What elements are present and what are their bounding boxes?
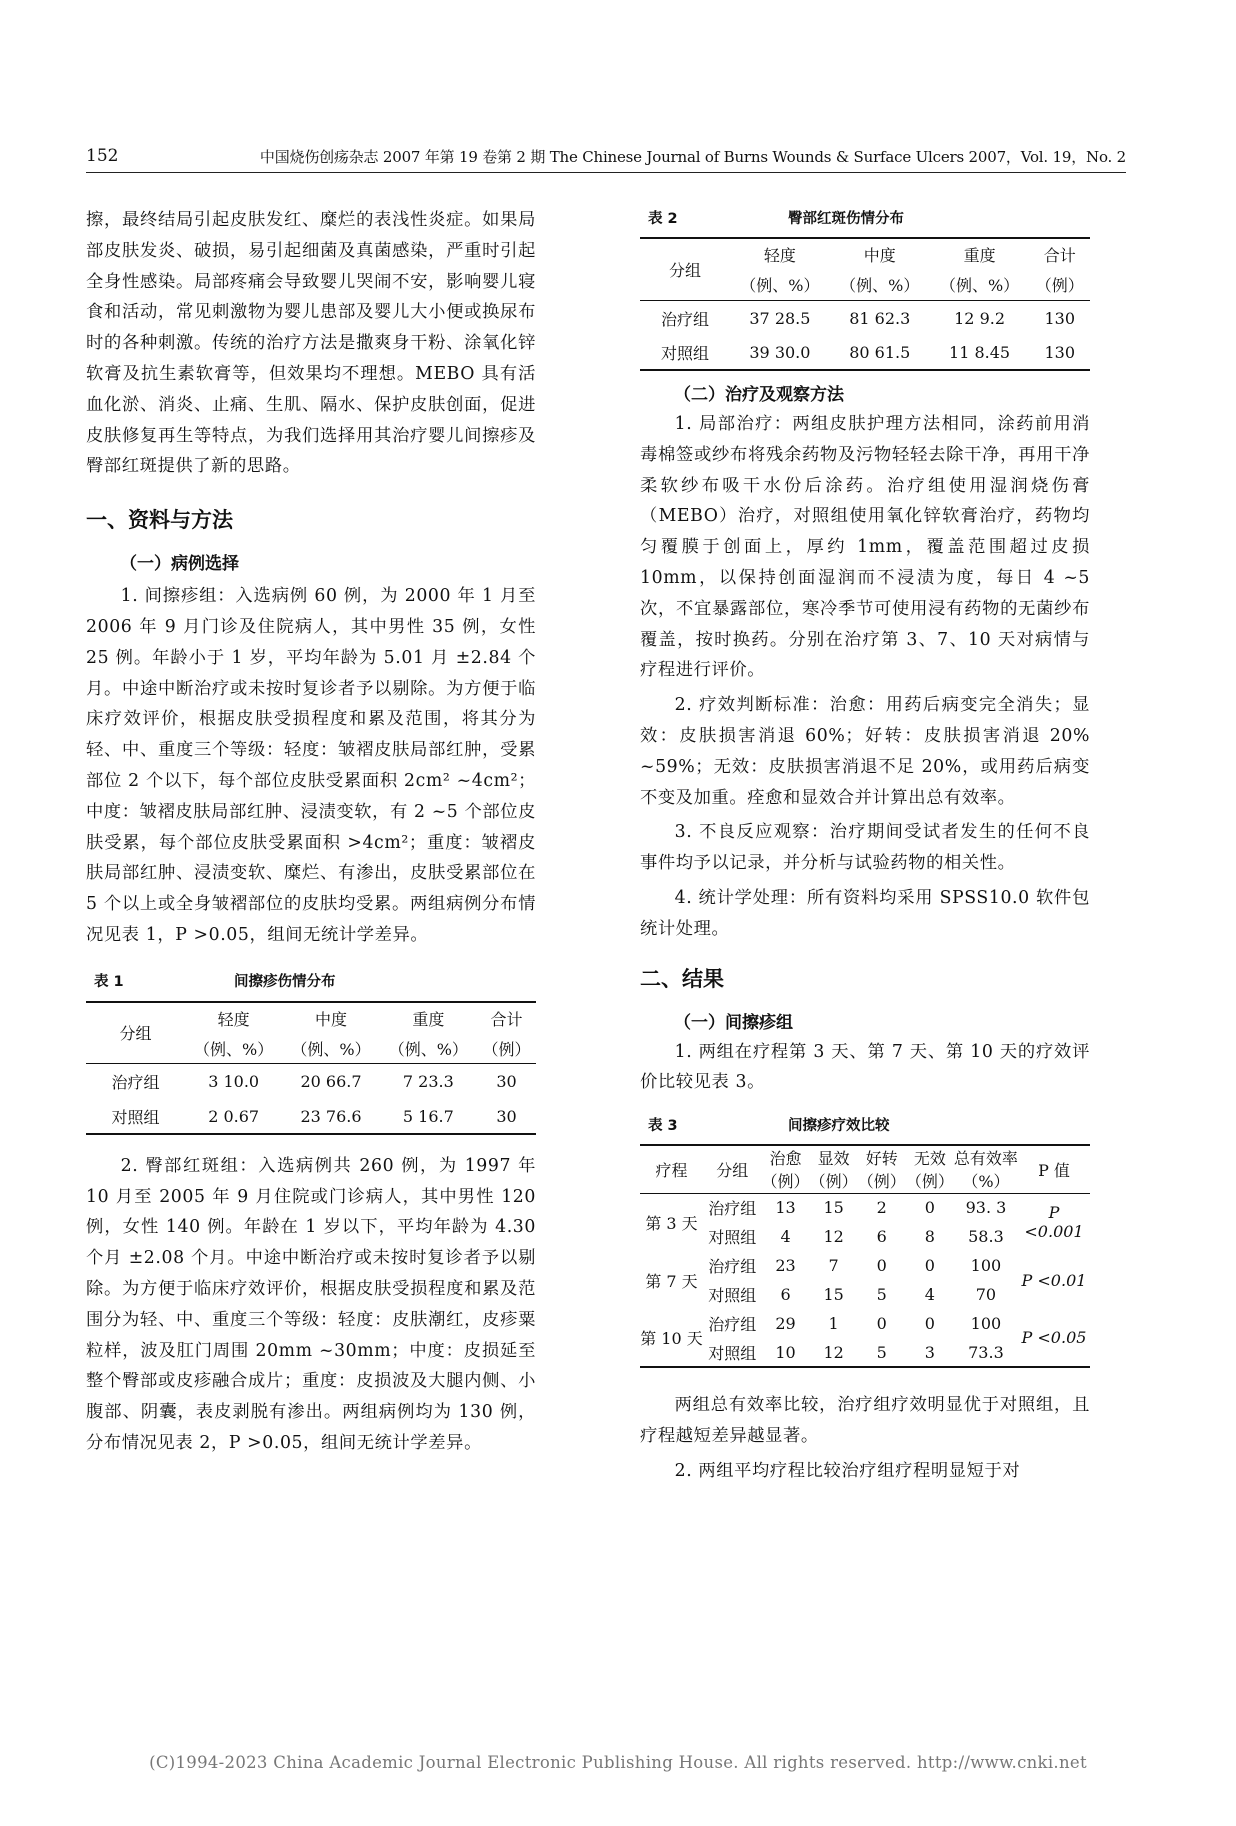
table-header: 无效 — [906, 1145, 954, 1169]
table3 — [640, 1144, 1090, 1368]
table-cell: 70 — [975, 1285, 997, 1305]
table-cell: 30 — [477, 1064, 536, 1100]
table-header: 合计 — [1029, 238, 1090, 270]
table-cell: 8 — [924, 1227, 935, 1247]
table-cell: 37 28.5 — [730, 300, 830, 336]
table-cell: 130 — [1029, 300, 1090, 336]
table1-title: 间擦疹伤情分布 — [234, 974, 336, 991]
table-header: 分组 — [640, 238, 730, 300]
table-cell: 10 — [762, 1338, 810, 1367]
table-cell: 30 — [477, 1100, 536, 1134]
table-cell: 7 — [828, 1256, 839, 1276]
table-group-label: 第 10 天 — [640, 1309, 703, 1367]
treatment-paragraph-4: 4. 统计学处理：所有资料均采用 SPSS10.0 软件包统计处理。 — [640, 887, 1090, 939]
table-header: 总有效率 — [954, 1145, 1018, 1169]
table-header: 中度 — [282, 1002, 379, 1034]
table-header: 中度 — [830, 238, 930, 270]
table-subheader: （例） — [809, 1172, 858, 1192]
table-row — [640, 1251, 1090, 1280]
table-subheader: （例） — [1035, 276, 1084, 296]
table-cell: 对照组 — [86, 1100, 185, 1134]
table-row — [86, 1100, 536, 1134]
table-cell: 0 — [924, 1256, 935, 1276]
table1 — [86, 1001, 536, 1135]
table-header: 治愈 — [762, 1145, 810, 1169]
table-cell: 15 — [823, 1285, 844, 1305]
table-header: 合计 — [477, 1002, 536, 1034]
table-cell: 5 16.7 — [380, 1100, 477, 1134]
table-cell: 81 62.3 — [830, 300, 930, 336]
table-row — [86, 1064, 536, 1100]
table-cell: 3 10.0 — [185, 1064, 282, 1100]
table-cell: 2 — [858, 1193, 906, 1222]
table-cell: 6 — [780, 1285, 791, 1305]
table-cell: 对照组 — [708, 1286, 757, 1306]
table-p-value: P <0.001 — [1018, 1193, 1090, 1251]
table3-caption — [640, 1112, 1090, 1136]
table-cell: 对照组 — [703, 1338, 762, 1367]
table-cell: 治疗组 — [708, 1257, 757, 1277]
table-header: P 值 — [1018, 1145, 1090, 1193]
header-rule — [86, 172, 1126, 173]
table-header: 重度 — [930, 238, 1030, 270]
table-cell: 93. 3 — [954, 1193, 1018, 1222]
table-header: 好转 — [858, 1145, 906, 1169]
table2 — [640, 237, 1090, 371]
table-cell: 58.3 — [968, 1227, 1004, 1247]
table-cell: 1 — [828, 1314, 839, 1334]
table-subheader: （%） — [962, 1172, 1010, 1192]
case-group1-paragraph: 1. 间擦疹组：入选病例 60 例，为 2000 年 1 月至 2006 年 9 月门诊及住院病人，其中男性 35 例，女性 25 例。年龄小于 1 岁，平均年龄为 5.01 月 ±2.84 个月。中途中断治疗或未按时复诊者予以剔除。为方便于临床疗效评价，根据皮肤受损程度和累及范围，将其分为轻、中、重度三个等级：轻度：皱褶皮肤局部红肿，受累部位 2 个以下，每个部位皮肤受累面积 2cm² ~4cm²；中度：皱褶皮肤局部红肿、浸渍变软，有 2 ~5 个部位皮肤受累，每个部位皮肤受累面积 >4cm²；重度：皱褶皮肤局部红肿、浸渍变软、糜烂、有渗出，皮肤受累部位在 5 个以上或全身皱褶部位的皮肤均受累。两组病例分布情况见表 1，P >0.05，组间无统计学差异。 — [86, 586, 536, 945]
journal-title: 中国烧伤创疡杂志 2007 年第 19 卷第 2 期 The Chinese Journal of Burns Wounds & Surface Ulcers 2007，Vol. 19，No. 2 — [259, 148, 1126, 166]
table3-number: 表 3 — [648, 1117, 678, 1134]
table-cell: 0 — [906, 1193, 954, 1222]
table1-caption — [86, 969, 536, 993]
table-subheader: （例、%） — [740, 276, 820, 296]
section-title-methods: 一、资料与方法 — [86, 508, 233, 533]
table-cell: 对照组 — [640, 336, 730, 370]
table-cell: 13 — [762, 1193, 810, 1222]
table-cell: 治疗组 — [703, 1193, 762, 1222]
table-cell: 20 66.7 — [282, 1064, 379, 1100]
table-cell: 11 8.45 — [930, 336, 1030, 370]
table-header: 重度 — [380, 1002, 477, 1034]
table-cell: 4 — [780, 1227, 791, 1247]
subsection-title-case-selection: （一）病例选择 — [120, 554, 239, 575]
subsection-title-treatment: （二）治疗及观察方法 — [674, 385, 844, 405]
table-subheader: （例、%） — [388, 1039, 468, 1059]
table-header: 显效 — [810, 1145, 858, 1169]
table-cell: 治疗组 — [640, 300, 730, 336]
table-subheader: （例、%） — [840, 276, 920, 296]
table-cell: 15 — [810, 1193, 858, 1222]
treatment-paragraph-3: 3. 不良反应观察：治疗期间受试者发生的任何不良事件均予以记录，并分析与试验药物的相关性。 — [640, 822, 1090, 874]
table-header: 疗程 — [640, 1145, 703, 1193]
table-header: 分组 — [86, 1002, 185, 1064]
table-row — [640, 1193, 1090, 1222]
result-paragraph-2: 两组总有效率比较，治疗组疗效明显优于对照组，且疗程越短差异越显著。 — [640, 1395, 1090, 1446]
table-cell: 39 30.0 — [730, 336, 830, 370]
table-row — [640, 300, 1090, 336]
table-cell: 23 — [775, 1256, 796, 1276]
table-header: 轻度 — [730, 238, 830, 270]
table2-number: 表 2 — [648, 210, 678, 227]
table-cell: 100 — [970, 1256, 1002, 1276]
table-header: 分组 — [703, 1145, 762, 1193]
table-subheader: （例、%） — [939, 276, 1020, 296]
table-row — [640, 336, 1090, 370]
table-subheader: （例、%） — [194, 1039, 274, 1059]
table-row — [640, 1309, 1090, 1338]
table-cell: 12 — [810, 1338, 858, 1367]
table-cell: 73.3 — [954, 1338, 1018, 1367]
table-cell: 100 — [970, 1314, 1002, 1334]
table-cell: 0 — [876, 1256, 887, 1276]
table-cell: 12 — [823, 1227, 844, 1247]
copyright-footer: (C)1994-2023 China Academic Journal Electronic Publishing House. All rights reserved. http://www.cnki.net — [149, 1753, 1087, 1772]
table-p-value: P <0.01 — [1021, 1270, 1087, 1290]
table-subheader: （例） — [761, 1172, 810, 1192]
treatment-paragraph-1: 1. 局部治疗：两组皮肤护理方法相同，涂药前用消毒棉签或纱布将残余药物及污物轻轻去除干净，再用干净柔软纱布吸干水份后涂药。治疗组使用湿润烧伤膏（MEBO）治疗，对照组使用氧化锌软膏治疗，药物均匀覆膜于创面上，厚约 1mm，覆盖范围超过皮损 10mm，以保持创面湿润而不浸渍为度，每日 4 ~5 次，不宜暴露部位，寒冷季节可使用浸有药物的无菌纱布覆盖，按时换药。分别在治疗第 3、7、10 天对病情与疗程进行评价。 — [640, 414, 1090, 681]
table-cell: 7 23.3 — [380, 1064, 477, 1100]
table2-title: 臀部红斑伤情分布 — [788, 210, 904, 227]
table-cell: 治疗组 — [86, 1064, 185, 1100]
table-subheader: （例、%） — [291, 1039, 371, 1059]
table-cell: 治疗组 — [708, 1315, 757, 1335]
left-column — [86, 205, 536, 1459]
table-p-value: P <0.05 — [1018, 1309, 1090, 1367]
result-paragraph-3: 2. 两组平均疗程比较治疗组疗程明显短于对 — [674, 1460, 1021, 1481]
table1-number: 表 1 — [94, 974, 124, 991]
table-cell: 23 76.6 — [282, 1100, 379, 1134]
table-cell: 对照组 — [708, 1228, 757, 1248]
result-paragraph-1: 1. 两组在疗程第 3 天、第 7 天、第 10 天的疗效评价比较见表 3。 — [640, 1041, 1090, 1093]
page-number: 152 — [86, 146, 119, 166]
right-column — [640, 205, 1090, 1487]
table-cell: 2 0.67 — [185, 1100, 282, 1134]
table3-title: 间擦疹疗效比较 — [788, 1117, 890, 1134]
table-cell: 3 — [906, 1338, 954, 1367]
case-group2-paragraph: 2. 臀部红斑组：入选病例共 260 例，为 1997 年 10 月至 2005 年 9 月住院或门诊病人，其中男性 120 例，女性 140 例。年龄在 1 岁以下，平均年龄为 4.30 个月 ±2.08 个月。中途中断治疗或未按时复诊者予以剔除。为方便于临床疗效评价，根据皮肤受损程度和累及范围分为轻、中、重度三个等级：轻度：皮肤潮红，皮疹粟粒样，波及肛门周围 20mm ~30mm；中度：皮损延至整个臀部或皮疹融合成片；重度：皮损波及大腿内侧、小腹部、阴囊，表皮剥脱有渗出。两组病例均为 130 例，分布情况见表 2，P >0.05，组间无统计学差异。 — [86, 1155, 536, 1453]
table-cell: 80 61.5 — [830, 336, 930, 370]
table-cell: 0 — [924, 1314, 935, 1334]
table-cell: 4 — [924, 1285, 935, 1305]
table-subheader: （例） — [905, 1172, 954, 1192]
table-cell: 5 — [858, 1338, 906, 1367]
intro-paragraph: 擦，最终结局引起皮肤发红、糜烂的表浅性炎症。如果局部皮肤发炎、破损，易引起细菌及真菌感染，严重时引起全身性感染。局部疼痛会导致婴儿哭闹不安，影响婴儿寝食和活动，常见刺激物为婴儿患部及婴儿大小便或换尿布时的各种刺激。传统的治疗方法是撒爽身干粉、涂氧化锌软膏及抗生素软膏等，但效果均不理想。MEBO 具有活血化淤、消炎、止痛、生肌、隔水、保护皮肤创面，促进皮肤修复再生等特点，为我们选择用其治疗婴儿间擦疹及臀部红斑提供了新的思路。 — [86, 210, 536, 477]
section-title-results: 二、结果 — [640, 966, 724, 991]
table-header: 轻度 — [185, 1002, 282, 1034]
table2-caption — [640, 205, 1090, 229]
table-cell: 5 — [876, 1285, 887, 1305]
table-cell: 130 — [1029, 336, 1090, 370]
table-cell: 12 9.2 — [930, 300, 1030, 336]
table-group-label: 第 3 天 — [640, 1193, 703, 1251]
treatment-paragraph-2: 2. 疗效判断标准：治愈：用药后病变完全消失；显效：皮肤损害消退 60%；好转：皮肤损害消退 20% ~59%；无效：皮肤损害消退不足 20%，或用药后病变不变及加重。痊愈和显效合并计算出总有效率。 — [640, 695, 1090, 808]
table-subheader: （例） — [482, 1039, 531, 1059]
table-cell: 29 — [775, 1314, 796, 1334]
table-subheader: （例） — [857, 1172, 906, 1192]
table-cell: 6 — [876, 1227, 887, 1247]
subsection-title-intertrigo: （一）间擦疹组 — [674, 1012, 793, 1033]
table-group-label: 第 7 天 — [645, 1271, 698, 1291]
table-cell: 0 — [876, 1314, 887, 1334]
